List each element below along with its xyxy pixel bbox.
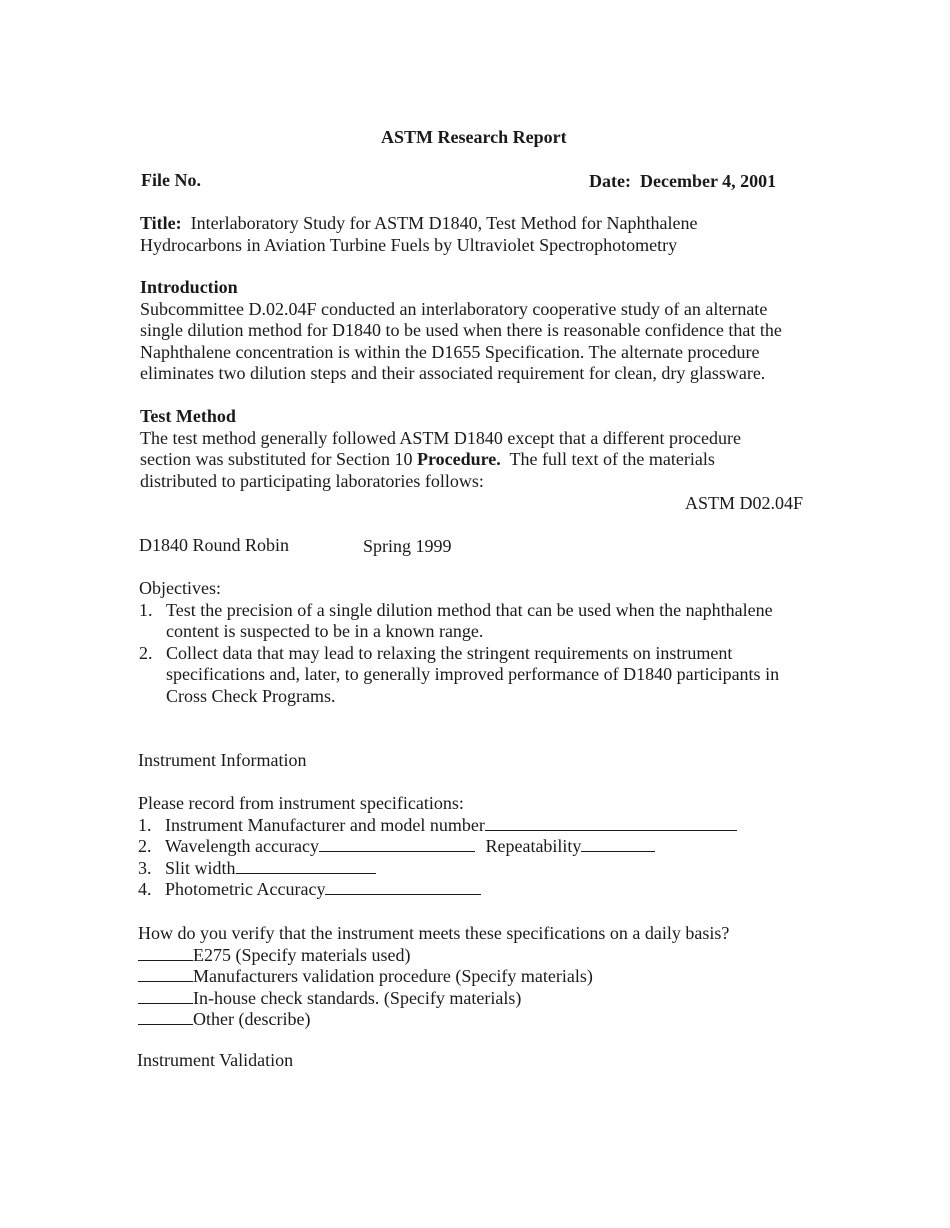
wavelength-blank-field[interactable] — [319, 836, 475, 852]
introduction-line: single dilution method for D1840 to be used when there is reasonable confidence that the — [140, 320, 782, 340]
verification-checkbox-blank[interactable] — [138, 1009, 193, 1025]
objective-item: 1. Test the precision of a single dilution method that can be used when the naphthalene content is suspected to be in a known range. — [139, 599, 773, 641]
spec-item-wavelength: 2. Wavelength accuracy Repeatability — [138, 836, 838, 858]
objectives-heading: Objectives: — [139, 578, 221, 598]
test-method-line: distributed to participating laboratories follows: — [140, 470, 484, 491]
slit-width-blank-field[interactable] — [236, 858, 376, 874]
introduction-section — [140, 277, 820, 385]
spec-item-slit-width: 3. Slit width — [138, 858, 838, 880]
report-title: ASTM Research Report — [381, 127, 567, 147]
instrument-validation-heading: Instrument Validation — [137, 1050, 294, 1070]
title-line-2: Hydrocarbons in Aviation Turbine Fuels by Ultraviolet Spectrophotometry — [140, 234, 678, 255]
date-value: December 4, 2001 — [639, 171, 777, 191]
verification-section — [138, 923, 838, 1031]
instrument-specs-prompt: Please record from instrument specifications: — [138, 793, 464, 813]
round-robin-name: D1840 Round Robin — [139, 535, 290, 555]
title-line-1: Interlaboratory Study for ASTM D1840, Test Method for Naphthalene — [190, 213, 698, 233]
verification-option: Manufacturers validation procedure (Specify materials) — [138, 966, 838, 988]
title-label: Title: — [140, 213, 182, 233]
verification-checkbox-blank[interactable] — [138, 945, 193, 961]
spec-item-manufacturer: 1. Instrument Manufacturer and model number — [138, 815, 838, 837]
instrument-information-heading: Instrument Information — [138, 750, 307, 770]
verification-checkbox-blank[interactable] — [138, 966, 193, 982]
introduction-heading: Introduction — [140, 277, 238, 297]
committee-label: ASTM D02.04F — [685, 493, 804, 513]
verification-option: Other (describe) — [138, 1009, 838, 1031]
verification-option: E275 (Specify materials used) — [138, 945, 838, 967]
introduction-line: Naphthalene concentration is within the D1655 Specification. The alternate procedure — [140, 341, 760, 362]
test-method-line: section was substituted for Section 10 Procedure. The full text of the materials — [140, 449, 715, 469]
date-label: Date: — [589, 171, 631, 191]
round-robin-season: Spring 1999 — [363, 536, 452, 556]
introduction-line: eliminates two dilution steps and their associated requirement for clean, dry glassware. — [140, 363, 766, 383]
file-number-label: File No. — [141, 170, 201, 190]
test-method-heading: Test Method — [140, 406, 236, 426]
repeatability-blank-field[interactable] — [581, 836, 655, 852]
spec-item-photometric: 4. Photometric Accuracy — [138, 879, 838, 901]
verification-question: How do you verify that the instrument meets these specifications on a daily basis? — [138, 923, 730, 943]
study-title — [140, 213, 820, 256]
instrument-specs-section — [138, 793, 838, 901]
test-method-section — [140, 406, 820, 492]
test-method-line: The test method generally followed ASTM D1840 except that a different procedure — [140, 427, 741, 448]
photometric-blank-field[interactable] — [325, 879, 481, 895]
verification-checkbox-blank[interactable] — [138, 988, 193, 1004]
verification-option: In-house check standards. (Specify materials) — [138, 988, 838, 1010]
objectives-section — [139, 578, 819, 707]
report-date — [589, 171, 776, 193]
objective-item: 2. Collect data that may lead to relaxing the stringent requirements on instrument specifications and, later, to generally improved performance of D1840 participants in Cross Check Programs. — [139, 642, 780, 706]
introduction-line: Subcommittee D.02.04F conducted an interlaboratory cooperative study of an alternate — [140, 298, 768, 319]
procedure-emphasis: Procedure. — [416, 449, 501, 469]
manufacturer-blank-field[interactable] — [485, 815, 737, 831]
